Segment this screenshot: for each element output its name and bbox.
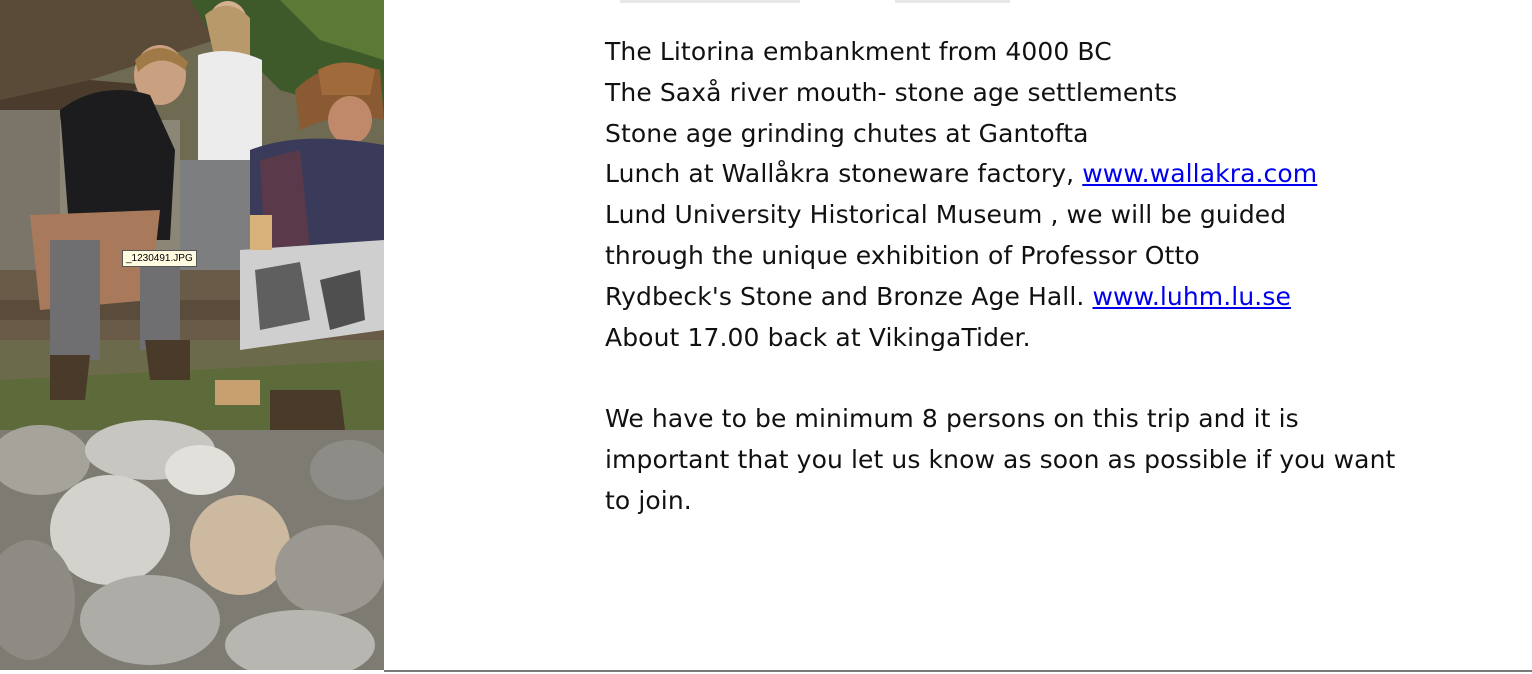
museum-text: Rydbeck's Stone and Bronze Age Hall. — [605, 281, 1093, 311]
photo-illustration — [0, 0, 384, 670]
stone-age-photo — [0, 0, 384, 670]
wallakra-link[interactable]: www.wallakra.com — [1082, 159, 1318, 189]
bottom-divider — [384, 670, 1532, 672]
paragraph-spacer — [605, 358, 1485, 399]
luhm-link[interactable]: www.luhm.lu.se — [1092, 281, 1291, 311]
lunch-text: Lunch at Wallåkra stoneware factory, — [605, 159, 1083, 189]
top-strip — [620, 0, 800, 3]
itinerary-line: Lund University Historical Museum , we will be guided — [605, 200, 1287, 230]
note-line: We have to be minimum 8 persons on this trip and it is — [605, 404, 1299, 434]
file-name-tooltip: _1230491.JPG — [122, 250, 197, 267]
itinerary-text — [605, 32, 1485, 522]
itinerary-line: Stone age grinding chutes at Gantofta — [605, 118, 1089, 148]
itinerary-line-lunch — [605, 154, 1485, 195]
itinerary-line-museum — [605, 277, 1485, 318]
note-line: to join. — [605, 485, 692, 515]
itinerary-line: through the unique exhibition of Professor Otto — [605, 240, 1200, 270]
itinerary-line: The Litorina embankment from 4000 BC — [605, 37, 1112, 66]
note-line: important that you let us know as soon as possible if you want — [605, 444, 1396, 474]
top-strip — [895, 0, 1010, 3]
itinerary-line: About 17.00 back at VikingaTider. — [605, 322, 1031, 352]
itinerary-line: The Saxå river mouth- stone age settlements — [605, 77, 1178, 107]
